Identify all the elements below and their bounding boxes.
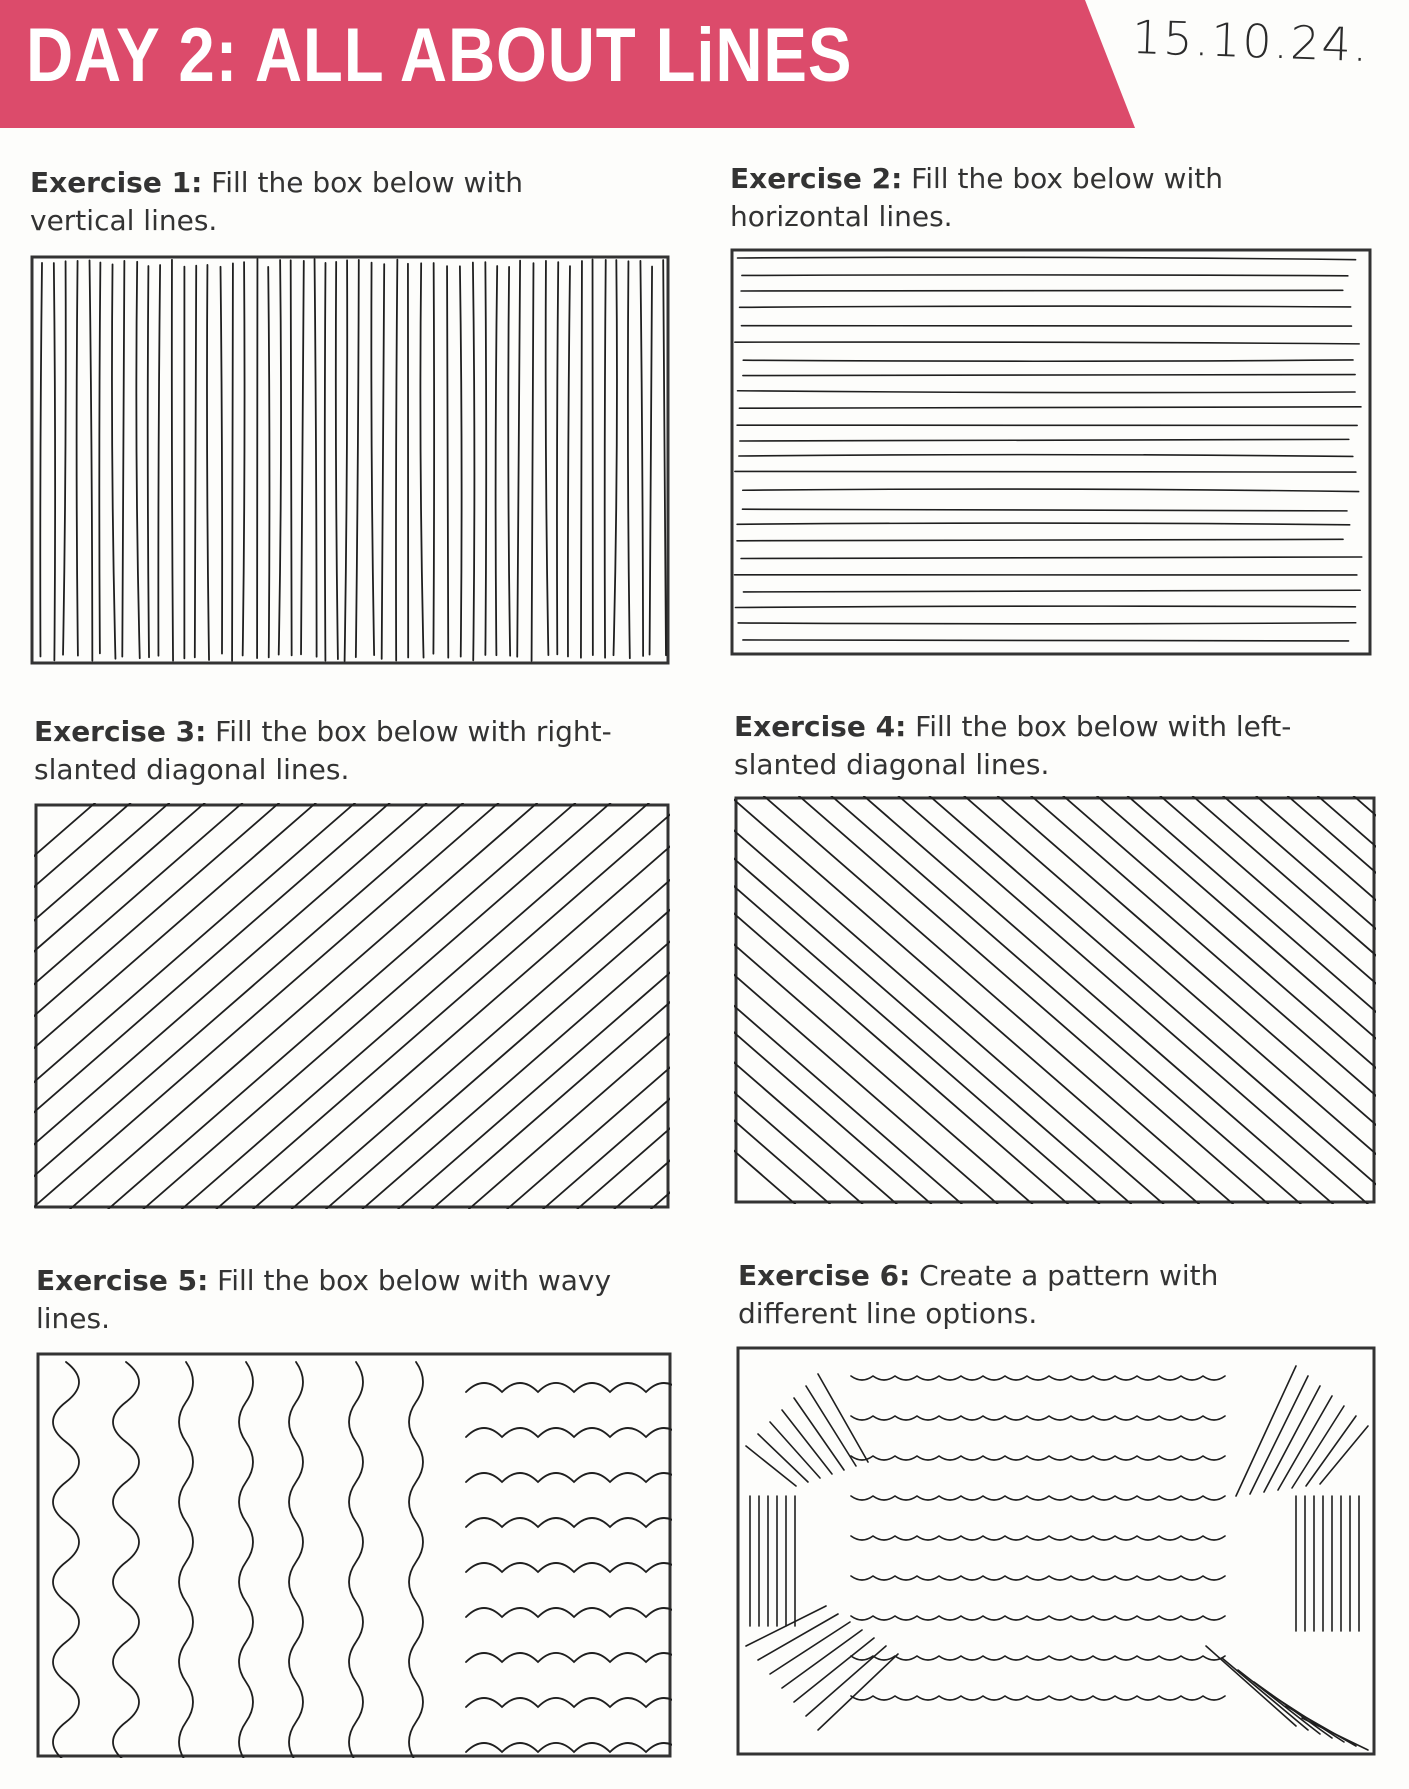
pen-stroke: [851, 1376, 1225, 1380]
pen-stroke: [1031, 796, 1409, 1204]
box-frame: [36, 805, 668, 1207]
pen-stroke: [420, 263, 423, 657]
pen-stroke: [179, 1362, 193, 1762]
pen-stroke: [0, 803, 316, 1209]
pen-stroke: [356, 260, 359, 657]
pen-stroke: [806, 1646, 886, 1716]
pen-stroke: [746, 1446, 796, 1486]
pen-stroke: [739, 407, 1361, 408]
pen-stroke: [466, 1563, 682, 1572]
pen-stroke: [53, 1362, 79, 1762]
pen-stroke: [496, 266, 498, 655]
pen-stroke: [851, 1416, 1225, 1420]
pattern-drawing: [736, 1346, 1376, 1756]
pen-stroke: [291, 260, 292, 655]
pen-stroke: [466, 1428, 682, 1437]
pen-stroke: [243, 262, 245, 655]
pen-stroke: [63, 261, 66, 654]
pen-stroke: [1206, 1646, 1296, 1726]
pen-stroke: [112, 264, 115, 658]
pen-stroke: [1128, 796, 1409, 1204]
pen-stroke: [0, 803, 463, 1209]
pen-stroke: [735, 606, 1355, 607]
right-slanted-lines-drawing: [34, 803, 670, 1209]
pen-stroke: [740, 439, 1349, 441]
pen-stroke: [739, 455, 1353, 457]
pen-stroke: [1387, 796, 1409, 1204]
pen-stroke: [851, 1496, 1225, 1500]
pen-stroke: [326, 803, 793, 1209]
pen-stroke: [239, 1362, 253, 1762]
pen-stroke: [460, 266, 462, 656]
header-banner: [0, 0, 1135, 128]
pen-stroke: [743, 640, 1349, 641]
pen-stroke: [851, 1656, 1225, 1660]
pen-stroke: [737, 523, 1350, 525]
pen-stroke: [1222, 1658, 1308, 1730]
exercise-4-box: [734, 796, 1376, 1204]
pen-stroke: [628, 261, 630, 658]
pen-stroke: [279, 260, 281, 655]
pen-stroke: [148, 266, 149, 657]
pen-stroke: [663, 260, 666, 655]
pen-stroke: [301, 261, 304, 655]
pen-stroke: [108, 803, 575, 1209]
pen-stroke: [447, 266, 448, 658]
exercise-3-label: Exercise 3: Fill the box below with right-slanted diagonal lines.: [34, 715, 612, 786]
exercise-2-box: [730, 248, 1372, 656]
exercise-3-box: [34, 803, 670, 1209]
pen-stroke: [144, 803, 611, 1209]
pen-stroke: [0, 803, 95, 1209]
pen-stroke: [614, 260, 617, 655]
pen-stroke: [382, 264, 385, 659]
pen-stroke: [396, 260, 397, 661]
pen-stroke: [743, 590, 1360, 592]
exercise-5-box: [36, 1352, 672, 1758]
pen-stroke: [54, 263, 55, 660]
left-slanted-lines-drawing: [734, 796, 1376, 1204]
pen-stroke: [743, 489, 1359, 492]
pen-stroke: [1193, 796, 1409, 1204]
pen-stroke: [207, 265, 209, 660]
pen-stroke: [694, 796, 1163, 1204]
pen-stroke: [466, 1383, 682, 1392]
pen-stroke: [508, 267, 510, 656]
pen-stroke: [31, 803, 498, 1209]
pen-stroke: [195, 266, 196, 658]
pen-stroke: [1302, 1718, 1368, 1750]
pen-stroke: [735, 471, 1356, 472]
pen-stroke: [568, 266, 570, 656]
pen-stroke: [77, 261, 78, 656]
pen-stroke: [136, 262, 139, 658]
pen-stroke: [1238, 1670, 1320, 1734]
page-title: DAY 2: ALL ABOUT LiNES: [26, 13, 853, 98]
pen-stroke: [466, 1743, 682, 1752]
pen-stroke: [466, 1518, 682, 1527]
pen-stroke: [1236, 1366, 1296, 1496]
pen-stroke: [1278, 1396, 1332, 1490]
exercise-2-label: Exercise 2: Fill the box below with horizontal lines.: [730, 162, 1223, 233]
exercise-4-label: Exercise 4: Fill the box below with left-slanted diagonal lines.: [734, 710, 1292, 781]
pen-stroke: [743, 360, 1353, 361]
pen-stroke: [182, 803, 649, 1209]
pen-stroke: [1292, 1406, 1344, 1488]
pen-stroke: [315, 259, 317, 657]
pen-stroke: [546, 261, 549, 655]
pen-stroke: [292, 803, 759, 1209]
exercise-5-label: Exercise 5: Fill the box below with wavy lines.: [36, 1264, 612, 1335]
handwritten-date: 15.10.24.: [1131, 9, 1371, 73]
pen-stroke: [289, 1362, 303, 1762]
pen-stroke: [742, 509, 1346, 511]
pen-stroke: [466, 1698, 682, 1707]
pen-stroke: [851, 1536, 1225, 1540]
pen-stroke: [930, 796, 1399, 1204]
pen-stroke: [1288, 796, 1409, 1204]
pen-stroke: [99, 263, 100, 654]
exercise-6-box: [736, 1346, 1376, 1756]
pen-stroke: [851, 1576, 1225, 1580]
pen-stroke: [735, 342, 1359, 344]
pen-stroke: [743, 374, 1355, 375]
pen-stroke: [742, 275, 1348, 276]
exercise-6-label: Exercise 6: Create a pattern with different line options.: [738, 1259, 1219, 1330]
pen-stroke: [741, 557, 1362, 559]
pen-stroke: [738, 257, 1356, 259]
pen-stroke: [221, 267, 223, 654]
pen-stroke: [0, 803, 390, 1209]
pen-stroke: [257, 259, 258, 658]
pen-stroke: [349, 1362, 363, 1762]
pen-stroke: [90, 260, 93, 660]
pen-stroke: [268, 267, 269, 657]
pen-stroke: [557, 262, 558, 654]
pen-stroke: [466, 1653, 682, 1662]
pen-stroke: [113, 1362, 139, 1762]
pen-stroke: [730, 796, 1199, 1204]
pen-stroke: [851, 1696, 1225, 1700]
pen-stroke: [336, 262, 338, 659]
pen-stroke: [650, 267, 652, 655]
vertical-lines-drawing: [30, 255, 670, 665]
pen-stroke: [466, 1608, 682, 1617]
pen-stroke: [851, 1456, 1225, 1460]
pen-stroke: [408, 264, 409, 658]
pen-stroke: [345, 260, 348, 661]
pen-stroke: [964, 796, 1409, 1204]
pen-stroke: [466, 1473, 682, 1482]
pen-stroke: [1223, 796, 1409, 1204]
box-frame: [738, 1348, 1374, 1754]
wavy-lines-drawing: [36, 1352, 672, 1758]
pen-stroke: [738, 391, 1356, 393]
pen-stroke: [433, 263, 434, 654]
box-frame: [32, 257, 668, 663]
pen-stroke: [737, 539, 1343, 541]
pen-stroke: [517, 261, 520, 657]
pen-stroke: [581, 261, 582, 658]
pen-stroke: [0, 803, 169, 1209]
pen-stroke: [818, 1654, 898, 1730]
pen-stroke: [532, 263, 534, 661]
pen-stroke: [741, 290, 1343, 291]
pen-stroke: [662, 796, 1131, 1204]
box-frame: [736, 798, 1374, 1202]
pen-stroke: [473, 263, 475, 661]
pen-stroke: [40, 263, 42, 657]
pen-stroke: [371, 263, 374, 655]
pen-stroke: [172, 260, 173, 661]
pen-stroke: [485, 262, 486, 655]
box-frame: [732, 250, 1370, 654]
pen-stroke: [122, 261, 124, 657]
exercise-1-box: [30, 255, 670, 665]
pen-stroke: [851, 1616, 1225, 1620]
pen-stroke: [409, 1362, 423, 1762]
pen-stroke: [605, 260, 606, 658]
pen-stroke: [253, 803, 720, 1209]
pen-stroke: [1264, 1386, 1320, 1492]
pen-stroke: [158, 265, 160, 656]
pen-stroke: [640, 261, 643, 656]
pen-stroke: [738, 623, 1356, 624]
horizontal-lines-drawing: [730, 248, 1372, 656]
pen-stroke: [740, 306, 1351, 307]
exercise-1-label: Exercise 1: Fill the box below with vertical lines.: [30, 166, 523, 237]
pen-stroke: [630, 796, 1099, 1204]
pen-stroke: [325, 263, 326, 661]
pen-stroke: [232, 263, 233, 660]
